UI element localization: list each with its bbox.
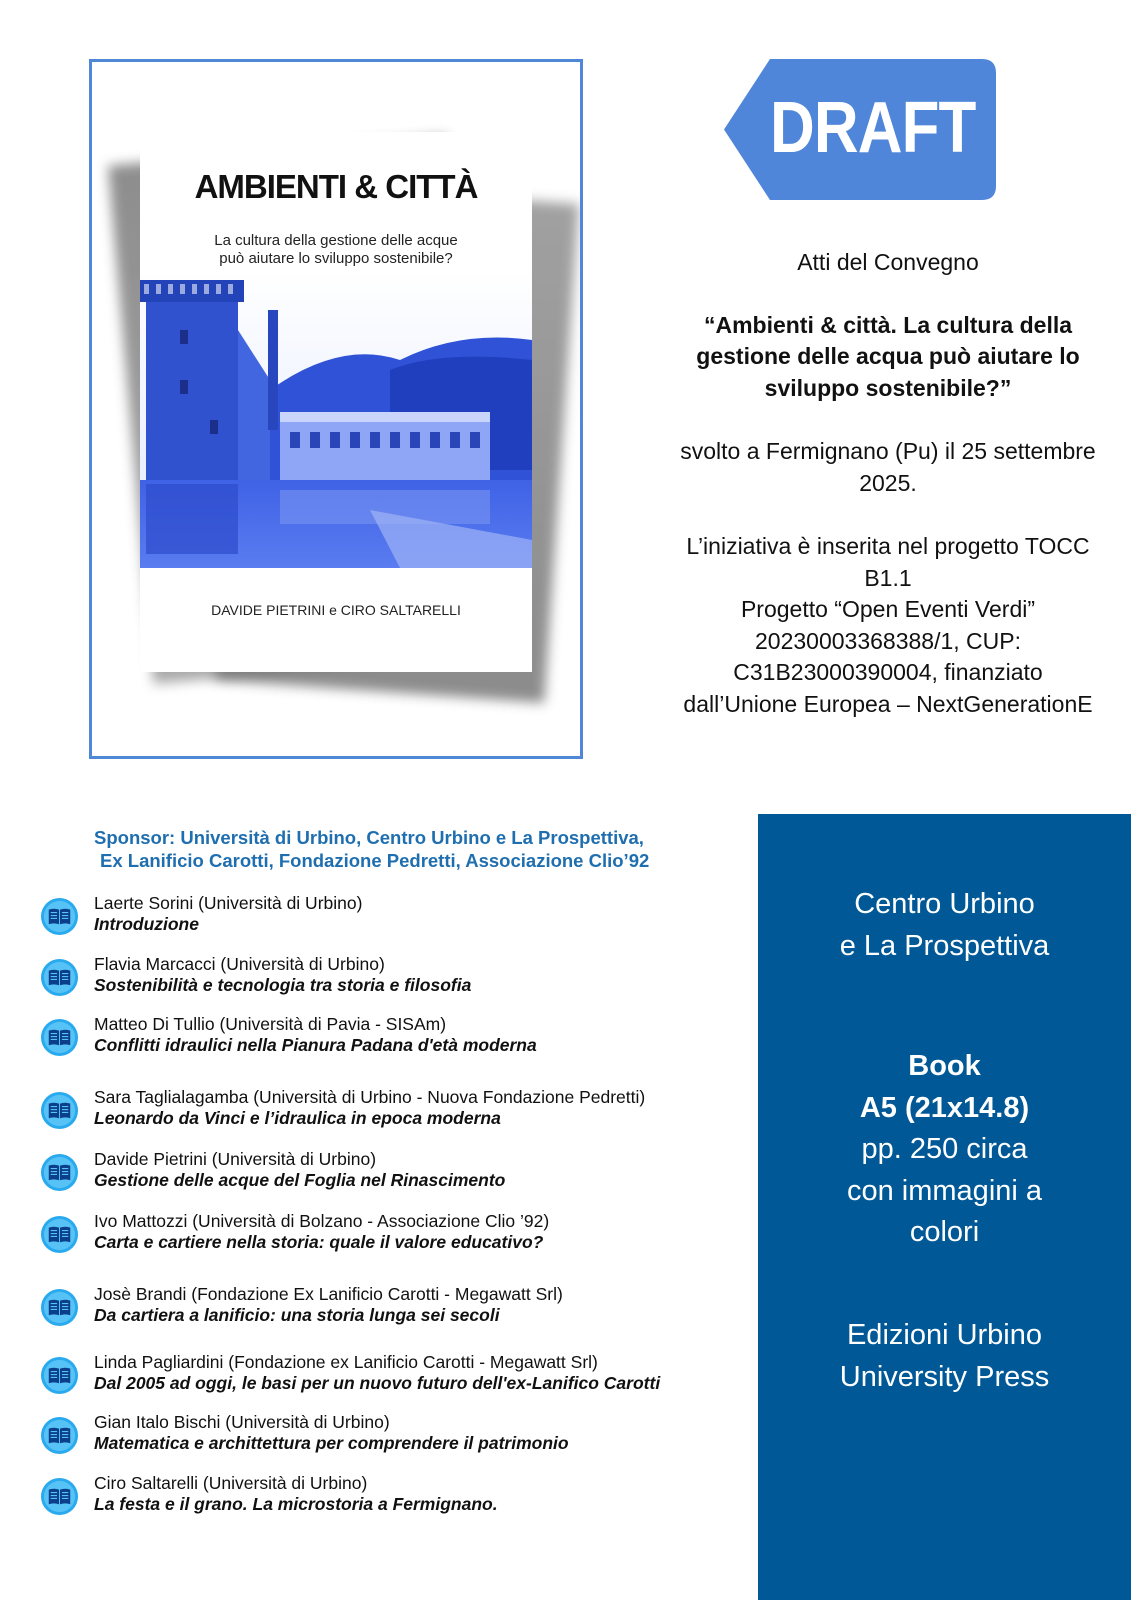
talk-speaker: Linda Pagliardini (Fondazione ex Lanificio Carotti - Megawatt Srl)	[94, 1352, 598, 1372]
panel-book-pages: pp. 250 circa	[861, 1133, 1028, 1165]
talk-title: La festa e il grano. La microstoria a Fermignano.	[94, 1494, 498, 1514]
talk-item	[40, 1284, 740, 1330]
open-book-icon	[40, 1356, 79, 1395]
sponsor-line: Sponsor: Università di Urbino, Centro Urbino e La Prospettiva,	[94, 827, 644, 848]
open-book-icon	[40, 1018, 79, 1057]
book-cover	[89, 59, 583, 759]
talk-item	[40, 1149, 740, 1195]
talk-title: Carta e cartiere nella storia: quale il valore educativo?	[94, 1232, 544, 1252]
open-book-icon	[40, 958, 79, 997]
draft-label: DRAFT	[770, 88, 976, 168]
talk-speaker: Davide Pietrini (Università di Urbino)	[94, 1149, 377, 1169]
talk-speaker: Gian Italo Bischi (Università di Urbino)	[94, 1412, 390, 1432]
talk-title: Da cartiera a lanificio: una storia lunga sei secoli	[94, 1305, 500, 1325]
talk-speaker: Ciro Saltarelli (Università di Urbino)	[94, 1473, 368, 1493]
open-book-icon	[40, 1215, 79, 1254]
talk-item	[40, 954, 740, 1000]
open-book-icon	[40, 897, 79, 936]
talk-item	[40, 1473, 740, 1519]
talk-title: Gestione delle acque del Foglia nel Rinascimento	[94, 1170, 506, 1190]
talk-item	[40, 893, 740, 939]
sponsor-line: Ex Lanificio Carotti, Fondazione Pedretti, Associazione Clio’92	[100, 850, 650, 871]
open-book-icon	[40, 1477, 79, 1516]
open-book-icon	[40, 1416, 79, 1455]
cover-title: AMBIENTI & CITTÀ	[194, 168, 478, 205]
talk-title: Matematica e archittettura per comprendere il patrimonio	[94, 1433, 569, 1453]
talk-item	[40, 1014, 740, 1060]
talk-title: Sostenibilità e tecnologia tra storia e filosofia	[94, 975, 472, 995]
talk-speaker: Josè Brandi (Fondazione Ex Lanificio Carotti - Megawatt Srl)	[94, 1284, 563, 1304]
talk-speaker: Ivo Mattozzi (Università di Bolzano - Associazione Clio ’92)	[94, 1211, 550, 1231]
panel-organizer	[758, 884, 1131, 967]
talk-item	[40, 1412, 740, 1458]
talk-speaker: Matteo Di Tullio (Università di Pavia - SISAm)	[94, 1014, 447, 1034]
proceedings-intro: Atti del Convegno	[797, 249, 979, 275]
panel-organizer-line: e La Prospettiva	[839, 929, 1050, 962]
project-line: Progetto “Open Eventi Verdi” 20230003368388/1, CUP: C31B23000390004, finanziato dall’Unione Europea – NextGenerationE	[683, 596, 1093, 717]
cover-subtitle	[170, 232, 502, 268]
panel-publisher-line: University Press	[839, 1360, 1050, 1393]
sponsor-list	[94, 826, 734, 872]
cover-subtitle-line: può aiutare lo sviluppo sostenibile?	[219, 250, 453, 267]
project-line: L’iniziativa è inserita nel progetto TOCC B1.1	[686, 533, 1090, 591]
cover-page	[140, 132, 532, 672]
talk-title: Leonardo da Vinci e l’idraulica in epoca moderna	[94, 1108, 501, 1128]
cover-subtitle-line: La cultura della gestione delle acque	[214, 232, 458, 249]
talk-speaker: Laerte Sorini (Università di Urbino)	[94, 893, 363, 913]
cover-photo-tower-factory	[140, 270, 532, 568]
conference-title: “Ambienti & città. La cultura della gestione delle acqua può aiutare lo sviluppo sostenibile?”	[696, 311, 1080, 401]
talk-speaker: Sara Taglialagamba (Università di Urbino - Nuova Fondazione Pedretti)	[94, 1087, 646, 1107]
panel-book-pages: con immagini a	[846, 1174, 1043, 1207]
panel-book-details	[758, 1046, 1131, 1254]
talk-title: Conflitti idraulici nella Pianura Padana d'età moderna	[94, 1035, 537, 1055]
talk-item	[40, 1087, 740, 1133]
panel-book-label: Book	[908, 1050, 981, 1082]
info-panel	[758, 814, 1131, 1600]
panel-publisher	[758, 1315, 1131, 1398]
talk-speaker: Flavia Marcacci (Università di Urbino)	[94, 954, 385, 974]
panel-book-format: A5 (21x14.8)	[859, 1091, 1030, 1124]
cover-authors: DAVIDE PIETRINI e CIRO SALTARELLI	[211, 602, 461, 618]
proceedings-info	[676, 247, 1100, 720]
talk-item	[40, 1352, 740, 1398]
open-book-icon	[40, 1153, 79, 1192]
panel-organizer-line: Centro Urbino	[854, 888, 1035, 920]
open-book-icon	[40, 1288, 79, 1327]
project-info	[676, 531, 1100, 720]
open-book-icon	[40, 1091, 79, 1130]
panel-publisher-line: Edizioni Urbino	[846, 1319, 1043, 1351]
conference-venue: svolto a Fermignano (Pu) il 25 settembre 2025.	[680, 438, 1096, 496]
talk-item	[40, 1211, 740, 1257]
talk-title: Introduzione	[94, 914, 199, 934]
panel-book-pages: colori	[909, 1216, 980, 1248]
talk-title: Dal 2005 ad oggi, le basi per un nuovo futuro dell'ex-Lanifico Carotti	[94, 1373, 661, 1393]
